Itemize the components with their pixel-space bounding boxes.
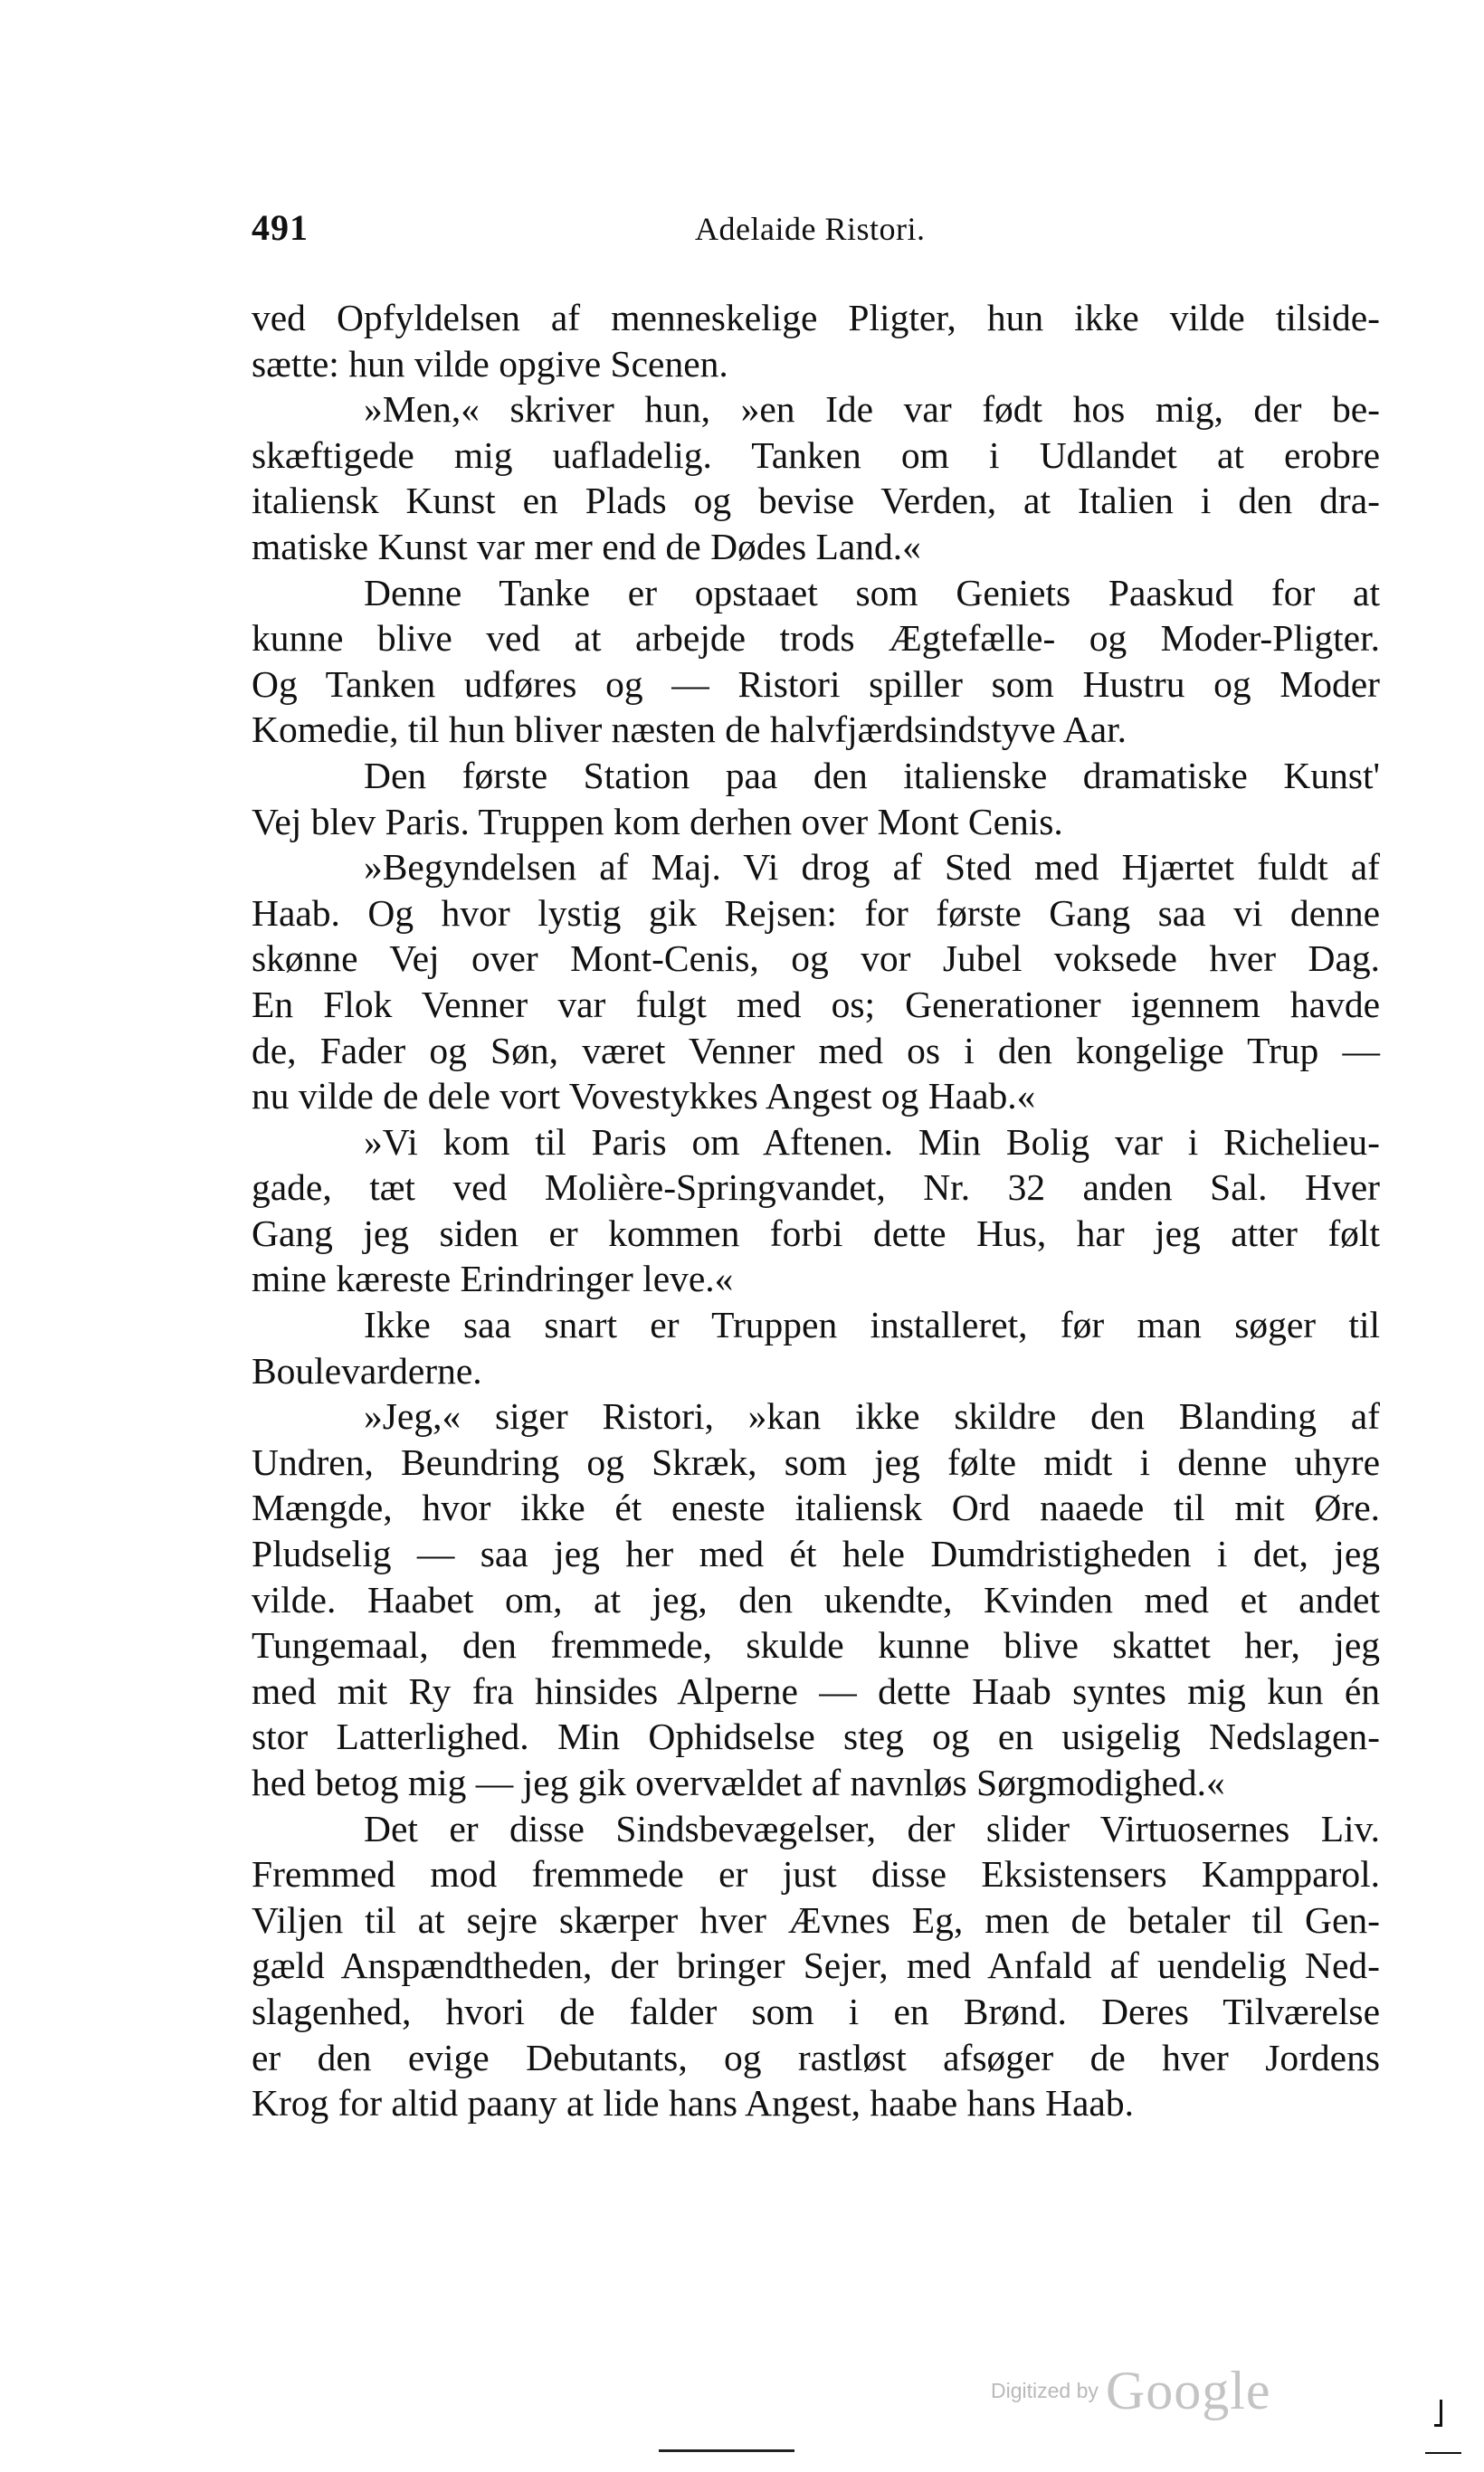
google-logo: Google <box>1105 2361 1271 2420</box>
text-line: Krog for altid paany at lide hans Angest, haabe hans Haab. <box>252 2082 1134 2125</box>
text-line: sætte: hun vilde opgive Scenen. <box>252 342 728 385</box>
text-line: Tungemaal, den fremmede, skulde kunne blive skattet her, jeg <box>252 1624 1380 1667</box>
edge-divider <box>1425 2452 1461 2454</box>
text-line: Og Tanken udføres og — Ristori spiller som Hustru og Moder <box>252 662 1380 705</box>
text-line: Gang jeg siden er kommen forbi dette Hus, har jeg atter følt <box>252 1212 1380 1254</box>
text-line: Denne Tanke er opstaaet som Geniets Paaskud for at <box>364 571 1380 613</box>
text-line: Haab. Og hvor lystig gik Rejsen: for første Gang saa vi denne <box>252 891 1380 934</box>
text-line: Pludselig — saa jeg her med ét hele Dumdristigheden i det, jeg <box>252 1533 1380 1575</box>
text-line: En Flok Venner var fulgt med os; Generationer igennem havde <box>252 983 1380 1025</box>
text-line: er den evige Debutants, og rastløst afsøger de hver Jordens <box>252 2036 1380 2078</box>
text-line: »Begyndelsen af Maj. Vi drog af Sted med Hjærtet fuldt af <box>364 846 1380 889</box>
text-line: ved Opfyldelsen af menneskelige Pligter, hun ikke vilde tilside- <box>252 297 1380 338</box>
text-line: Det er disse Sindsbevægelser, der slider Virtuosernes Liv. <box>364 1807 1380 1849</box>
text-line: Fremmed mod fremmede er just disse Eksistensers Kampparol. <box>252 1853 1380 1896</box>
text-line: »Jeg,« siger Ristori, »kan ikke skildre den Blanding af <box>364 1395 1380 1438</box>
text-line: kunne blive ved at arbejde trods Ægtefælle- og Moder-Pligter. <box>252 617 1380 660</box>
text-line: gade, tæt ved Molière-Springvandet, Nr. 32 anden Sal. Hver <box>252 1166 1380 1209</box>
text-line: Den første Station paa den italienske dramatiske Kunst' <box>364 754 1380 796</box>
text-line: de, Fader og Søn, været Venner med os i den kongelige Trup — <box>252 1029 1380 1071</box>
text-line: Komedie, til hun bliver næsten de halvfjærdsindstyve Aar. <box>252 708 1127 751</box>
text-line: stor Latterlighed. Min Ophidselse steg og en usigelig Nedslagen- <box>252 1716 1380 1758</box>
running-title: Adelaide Ristori. <box>695 211 926 247</box>
text-line: med mit Ry fra hinsides Alperne — dette Haab syntes mig kun én <box>252 1669 1380 1712</box>
text-line: slagenhed, hvori de falder som i en Brønd. Deres Tilværelse <box>252 1990 1380 2032</box>
text-line: Undren, Beundring og Skræk, som jeg følte midt i denne uhyre <box>252 1440 1380 1483</box>
text-line: gæld Anspændtheden, der bringer Sejer, med Anfald af uendelig Ned- <box>252 1944 1380 1987</box>
page-header <box>252 206 1383 261</box>
corner-mark-icon <box>1434 2400 1443 2429</box>
text-line: hed betog mig — jeg gik overvældet af navnløs Sørgmodighed.« <box>252 1762 1225 1803</box>
text-line: »Men,« skriver hun, »en Ide var født hos mig, der be- <box>364 388 1380 431</box>
footer-rule <box>659 2449 794 2452</box>
text-line: skæftigede mig uafladelig. Tanken om i Udlandet at erobre <box>252 433 1380 476</box>
text-line: Viljen til at sejre skærper hver Ævnes Eg, men de betaler til Gen- <box>252 1898 1380 1941</box>
page-number: 491 <box>252 207 309 248</box>
text-line: Ikke saa snart er Truppen installeret, før man søger til <box>364 1304 1380 1346</box>
text-line: skønne Vej over Mont-Cenis, og vor Jubel voksede hver Dag. <box>252 937 1380 980</box>
text-line: »Vi kom til Paris om Aftenen. Min Bolig var i Richelieu- <box>364 1120 1380 1163</box>
text-line: matiske Kunst var mer end de Dødes Land.« <box>252 525 921 567</box>
text-line: Mængde, hvor ikke ét eneste italiensk Ord naaede til mit Øre. <box>252 1487 1380 1529</box>
text-line: italiensk Kunst en Plads og bevise Verden, at Italien i den dra- <box>252 480 1380 522</box>
body-text <box>252 295 1380 2126</box>
text-line: vilde. Haabet om, at jeg, den ukendte, Kvinden med et andet <box>252 1578 1380 1621</box>
text-line: Vej blev Paris. Truppen kom derhen over Mont Cenis. <box>252 800 1063 842</box>
digitized-watermark <box>991 2360 1271 2423</box>
text-line: nu vilde de dele vort Vovestykkes Angest og Haab.« <box>252 1075 1036 1117</box>
text-line: Boulevarderne. <box>252 1349 482 1392</box>
text-line: mine kæreste Erindringer leve.« <box>252 1258 734 1300</box>
digitized-by-label: Digitized by <box>991 2379 1099 2402</box>
